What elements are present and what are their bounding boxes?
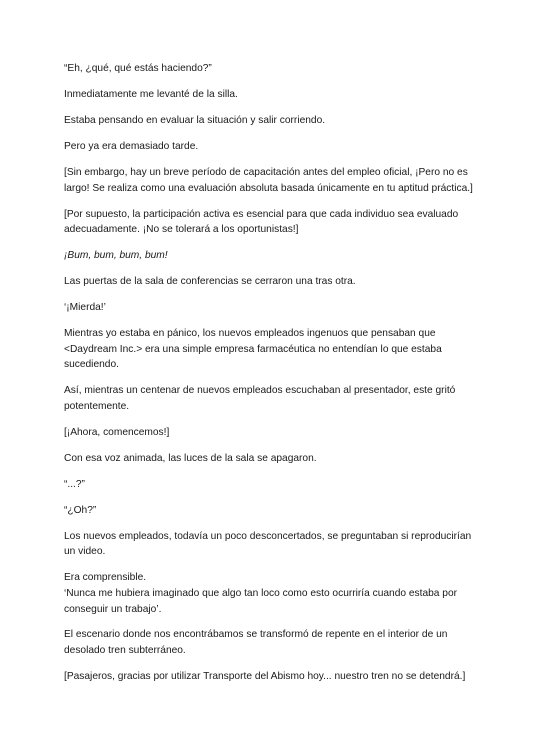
paragraph: Inmediatamente me levanté de la silla.	[64, 88, 238, 100]
paragraph: “Eh, ¿qué, qué estás haciendo?”	[64, 63, 212, 74]
paragraph: El escenario donde nos encontrábamos se transformó de repente en el interior de un desolado tren subterráneo.	[64, 629, 448, 657]
paragraph: ¡Bum, bum, bum, bum!	[64, 250, 168, 262]
paragraph: [Pasajeros, gracias por utilizar Transporte del Abismo hoy... nuestro tren no se detendrá.]	[64, 671, 466, 683]
paragraph: Era comprensible. ‘Nunca me hubiera imaginado que algo tan loco como esto ocurriría cuando estaba por conseguir un trabajo’.	[64, 572, 458, 615]
paragraph: [Por supuesto, la participación activa es esencial para que cada individuo sea evaluado adecuadamente. ¡No se tolerará a los oportunistas!]	[64, 208, 459, 236]
document-body	[64, 61, 474, 695]
paragraph: “...?”	[64, 478, 85, 490]
paragraph: ‘¡Mierda!’	[64, 302, 106, 314]
paragraph: Pero ya era demasiado tarde.	[64, 140, 199, 152]
paragraph: Los nuevos empleados, todavía un poco desconcertados, se preguntaban si reproducirían un video.	[64, 530, 472, 558]
paragraph: Con esa voz animada, las luces de la sala se apagaron.	[64, 452, 317, 464]
paragraph: Estaba pensando en evaluar la situación y salir corriendo.	[64, 114, 326, 126]
paragraph: [¡Ahora, comencemos!]	[64, 426, 170, 438]
paragraph: Las puertas de la sala de conferencias se cerraron una tras otra.	[64, 276, 356, 288]
paragraph: Así, mientras un centenar de nuevos empleados escuchaban al presentador, este gritó potentemente.	[64, 385, 456, 412]
paragraph: “¿Oh?”	[64, 504, 97, 516]
paragraph: [Sin embargo, hay un breve período de capacitación antes del empleo oficial, ¡Pero no es largo! Se realiza como una evaluación absoluta basada únicamente en tu aptitud práctica.]	[64, 166, 473, 194]
paragraph: Mientras yo estaba en pánico, los nuevos empleados ingenuos que pensaban que <Daydream Inc.> era una simple empresa farmacéutica no entendían lo que estaba sucediendo.	[64, 328, 442, 371]
